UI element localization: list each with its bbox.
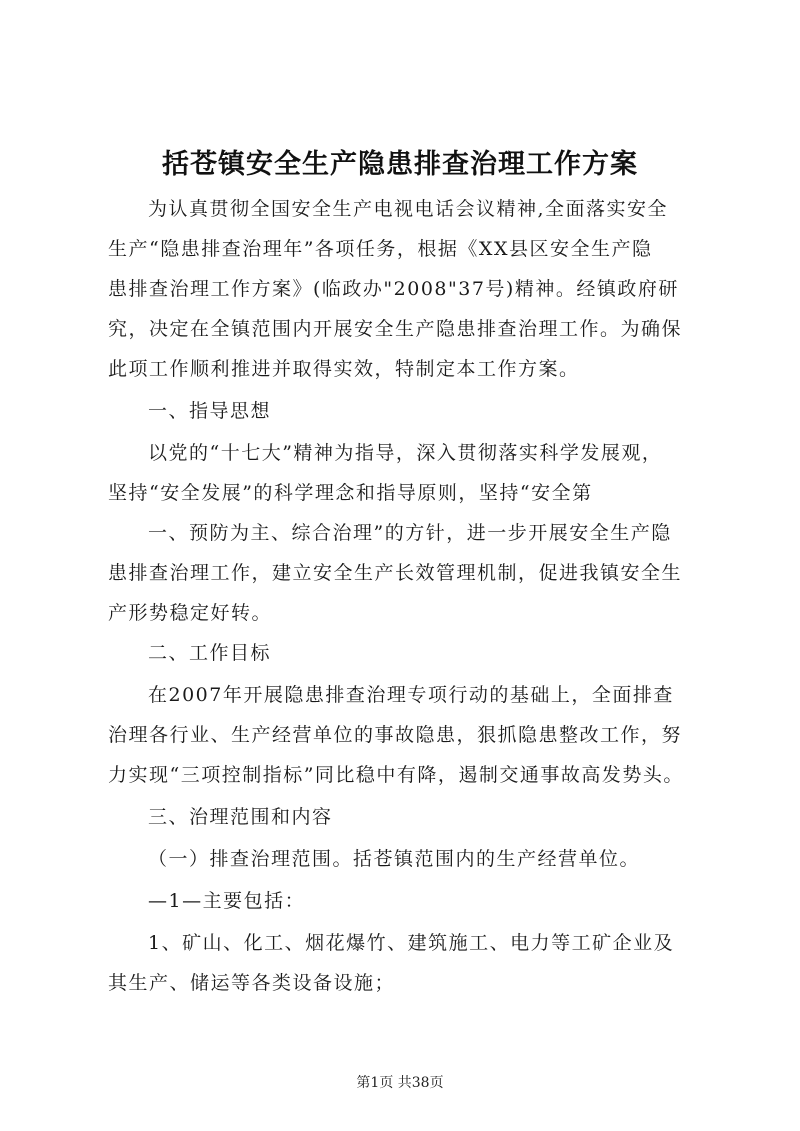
paragraph-line: 力实现“三项控制指标”同比稳中有降，遏制交通事故高发势头。 — [108, 764, 684, 786]
paragraph-line: 坚持“安全发展”的科学理念和指导原则，坚持“安全第 — [108, 482, 593, 504]
paragraph-line: —1—主要包括： — [148, 890, 306, 912]
paragraph-line: 治理各行业、生产经营单位的事故隐患，狠抓隐患整改工作，努 — [108, 724, 683, 746]
section-heading: 三、治理范围和内容 — [148, 806, 333, 828]
paragraph-line: 在2007年开展隐患排查治理专项行动的基础上，全面排查 — [148, 684, 674, 706]
section-heading: 二、工作目标 — [148, 642, 272, 664]
paragraph-line: 生产“隐患排查治理年”各项任务，根据《XX县区安全生产隐 — [108, 238, 653, 260]
page-number: 第1页 共38页 — [356, 1075, 444, 1091]
paragraph-line: 为认真贯彻全国安全生产电视电话会议精神,全面落实安全 — [148, 198, 669, 220]
paragraph-line: 究，决定在全镇范围内开展安全生产隐患排查治理工作。为确保 — [108, 318, 683, 340]
paragraph-line: 1、矿山、化工、烟花爆竹、建筑施工、电力等工矿企业及 — [148, 932, 675, 954]
paragraph-line: 产形势稳定好转。 — [108, 602, 273, 624]
paragraph-line: 此项工作顺利推进并取得实效，特制定本工作方案。 — [108, 358, 580, 380]
document-title: 括苍镇安全生产隐患排查治理工作方案 — [162, 149, 638, 180]
paragraph-line: 其生产、储运等各类设备设施； — [108, 972, 396, 994]
paragraph-line: 一、预防为主、综合治理”的方针，进一步开展安全生产隐 — [148, 522, 672, 544]
section-heading: 一、指导思想 — [148, 400, 272, 422]
paragraph-line: 患排查治理工作，建立安全生产长效管理机制，促进我镇安全生 — [108, 562, 683, 584]
paragraph-line: 患排查治理工作方案》(临政办"2008"37号)精神。经镇政府研 — [108, 278, 679, 300]
paragraph-line: （一）排查治理范围。括苍镇范围内的生产经营单位。 — [148, 848, 641, 870]
paragraph-line: 以党的“十七大”精神为指导，深入贯彻落实科学发展观， — [148, 442, 663, 464]
